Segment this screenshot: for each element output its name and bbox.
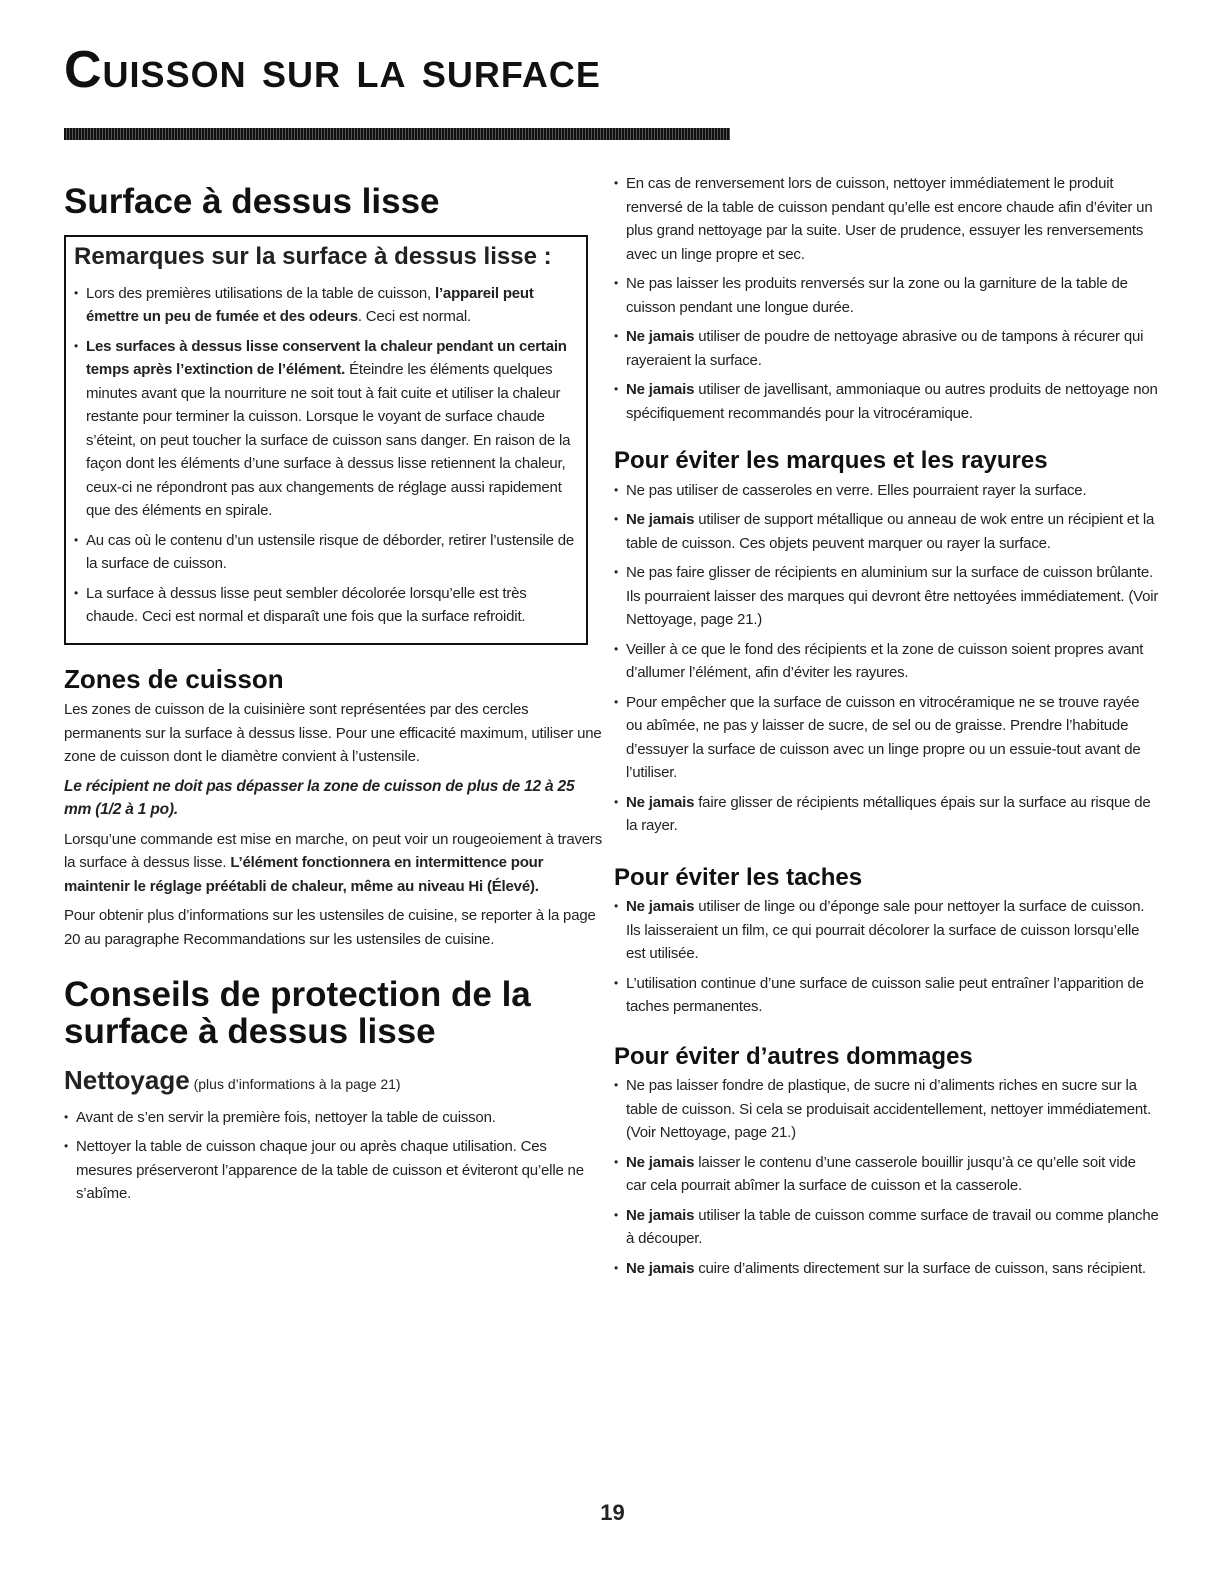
list-item: • Veiller à ce que le fond des récipients et la zone de cuisson soient propres avant d’allumer l’élément, afin d’éviter les rayures. [614, 638, 1159, 685]
taches-heading: Pour éviter les taches [614, 863, 863, 891]
notes-list [74, 282, 576, 629]
list-item: • Ne jamais laisser le contenu d’une casserole bouillir jusqu’à ce qu’elle soit vide car cela pourrait abîmer la surface de cuisson et la casserole. [614, 1151, 1159, 1198]
list-item: • Au cas où le contenu d’un ustensile risque de déborder, retirer l’ustensile de la surface de cuisson. [74, 529, 576, 576]
conseils-heading: Conseils de protection de la surface à dessus lisse [64, 975, 531, 1052]
zones-heading: Zones de cuisson [64, 663, 284, 694]
nettoyage-heading: Nettoyage (plus d’informations à la page 21) [64, 1064, 401, 1095]
list-item: • Ne jamais cuire d’aliments directement sur la surface de cuisson, sans récipient. [614, 1257, 1159, 1281]
left-column [64, 172, 604, 1212]
list-item: • Avant de s’en servir la première fois, nettoyer la table de cuisson. [64, 1106, 604, 1130]
notes-heading: Remarques sur la surface à dessus lisse : [74, 242, 552, 270]
zones-paragraph: Lorsqu’une commande est mise en marche, on peut voir un rougeoiement à travers la surface à dessus lisse. L’élément fonctionnera en intermittence pour maintenir le réglage préétabli de chaleur, même au niveau Hi (Élevé). [64, 830, 603, 895]
list-item: • La surface à dessus lisse peut sembler décolorée lorsqu’elle est très chaude. Ceci est normal et disparaît une fois que la surface refroidit. [74, 582, 576, 629]
list-item: • Ne jamais faire glisser de récipients métalliques épais sur la surface au risque de la rayer. [614, 791, 1159, 838]
page-title: Cuisson sur la surface [64, 41, 601, 99]
title-rule [64, 128, 730, 140]
zones-paragraph: Les zones de cuisson de la cuisinière sont représentées par des cercles permanents sur la surface à dessus lisse. Pour une efficacité maximum, utiliser une zone de cuisson dont le diamètre convient à l’ustensile. [64, 701, 602, 766]
list-item: • En cas de renversement lors de cuisson, nettoyer immédiatement le produit renversé de la table de cuisson pendant qu’elle est encore chaude afin d’éviter un plus grand nettoyage par la suite. User de prudence, essuyer les renversements avec un linge propre et sec. [614, 172, 1159, 266]
marques-heading: Pour éviter les marques et les rayures [614, 447, 1048, 474]
taches-list [614, 895, 1159, 1019]
nettoyage-list [64, 1106, 604, 1206]
zones-paragraph: Pour obtenir plus d’informations sur les ustensiles de cuisine, se reporter à la page 20 au paragraphe Recommandations sur les ustensiles de cuisine. [64, 907, 596, 948]
list-item: • Ne jamais utiliser la table de cuisson comme surface de travail ou comme planche à découper. [614, 1204, 1159, 1251]
list-item: • Pour empêcher que la surface de cuisson en vitrocéramique ne se trouve rayée ou abîmée, ne pas y laisser de sucre, de sel ou de graisse. Prendre l’habitude d’essuyer la surface de cuisson avec un linge propre ou un essuie-tout avant de l’utiliser. [614, 691, 1159, 785]
list-item: • L’utilisation continue d’une surface de cuisson salie peut entraîner l’apparition de taches permanentes. [614, 972, 1159, 1019]
zones-warning: Le récipient ne doit pas dépasser la zone de cuisson de plus de 12 à 25 mm (1/2 à 1 po). [64, 777, 575, 819]
list-item: • Les surfaces à dessus lisse conservent la chaleur pendant un certain temps après l’extinction de l’élément. Éteindre les éléments quelques minutes avant que la nourriture ne soit tout à fait cuite et utiliser la chaleur restante pour terminer la cuisson. Lorsque le voyant de surface chaude s’éteint, on peut toucher la surface de cuisson sans danger. En raison de la façon dont les éléments d’une surface à dessus lisse retiennent la chaleur, ceux-ci ne répondront pas aux changements de réglage aussi rapidement que des éléments en spirale. [74, 335, 576, 523]
notes-box [64, 235, 588, 645]
list-item: • Ne pas faire glisser de récipients en aluminium sur la surface de cuisson brûlante. Ils pourraient laisser des marques qui devront être nettoyées immédiatement. (Voir Nettoyage, page 21.) [614, 561, 1159, 632]
page-number: 19 [600, 1500, 625, 1525]
list-item: • Ne pas laisser les produits renversés sur la zone ou la garniture de la table de cuisson pendant une longue durée. [614, 272, 1159, 319]
list-item: • Lors des premières utilisations de la table de cuisson, l’appareil peut émettre un peu de fumée et des odeurs. Ceci est normal. [74, 282, 576, 329]
list-item: • Ne jamais utiliser de poudre de nettoyage abrasive ou de tampons à récurer qui rayeraient la surface. [614, 325, 1159, 372]
list-item: • Ne jamais utiliser de javellisant, ammoniaque ou autres produits de nettoyage non spécifiquement recommandés pour la vitrocéramique. [614, 378, 1159, 425]
dommages-list [614, 1074, 1159, 1280]
list-item: • Ne pas utiliser de casseroles en verre. Elles pourraient rayer la surface. [614, 479, 1159, 503]
marques-list [614, 479, 1159, 838]
dommages-heading: Pour éviter d’autres dommages [614, 1042, 973, 1070]
section-heading-smooth-top: Surface à dessus lisse [64, 182, 440, 221]
cleaning-list [614, 172, 1159, 425]
list-item: • Ne jamais utiliser de linge ou d’éponge sale pour nettoyer la surface de cuisson. Ils laisseraient un film, ce qui pourrait décolorer la surface de cuisson lorsqu’elle est utilisée. [614, 895, 1159, 966]
list-item: • Ne pas laisser fondre de plastique, de sucre ni d’aliments riches en sucre sur la table de cuisson. Si cela se produisait accidentellement, nettoyer immédiatement. (Voir Nettoyage, page 21.) [614, 1074, 1159, 1145]
right-column [614, 172, 1159, 1286]
list-item: • Ne jamais utiliser de support métallique ou anneau de wok entre un récipient et la table de cuisson. Ces objets peuvent marquer ou rayer la surface. [614, 508, 1159, 555]
list-item: • Nettoyer la table de cuisson chaque jour ou après chaque utilisation. Ces mesures préserveront l’apparence de la table de cuisson et éviteront qu’elle ne s’abîme. [64, 1135, 604, 1206]
